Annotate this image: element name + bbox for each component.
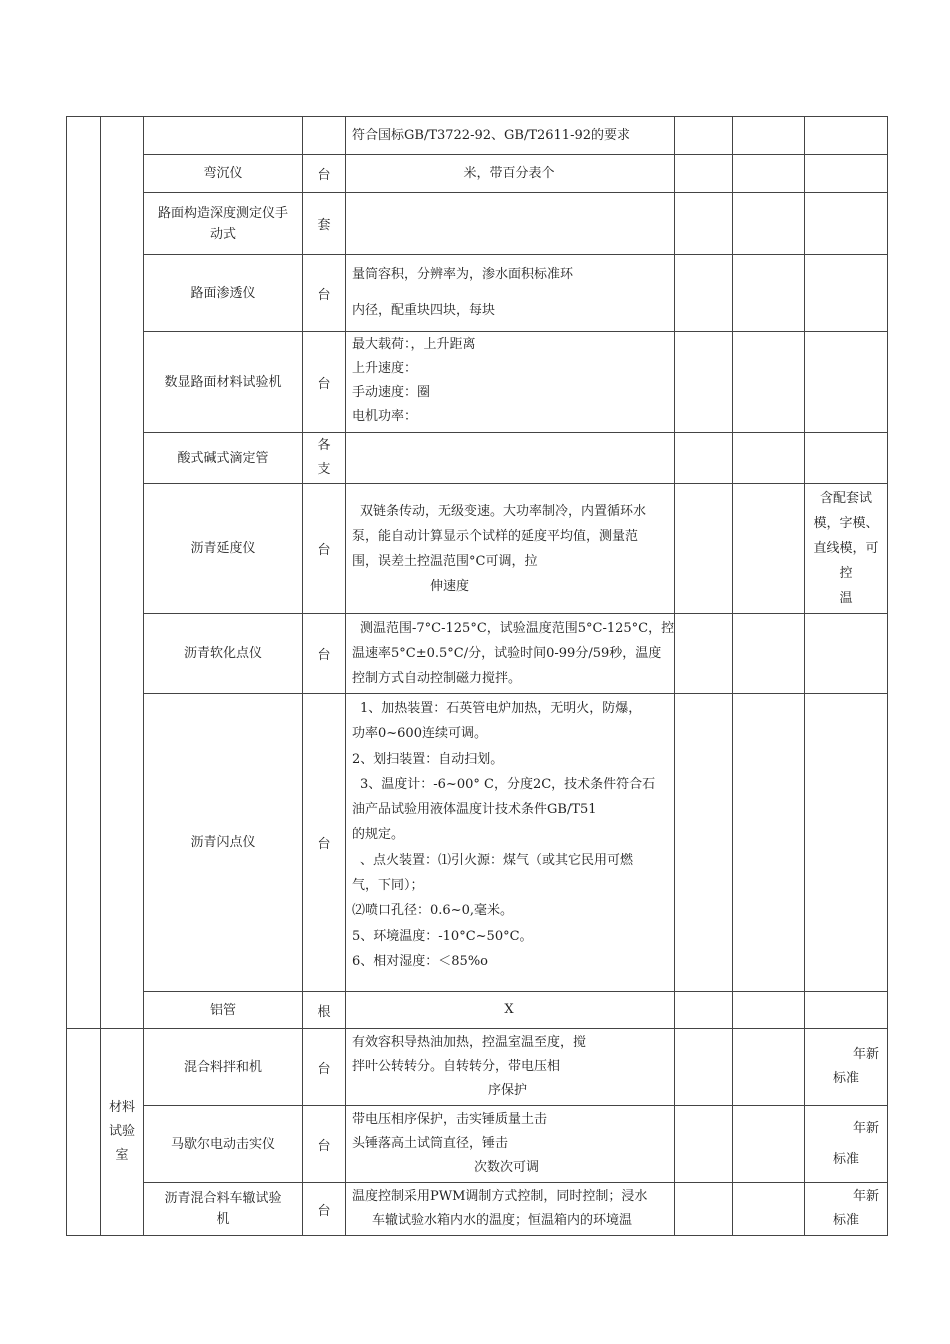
spec-cell: [346, 694, 675, 992]
quantity-cell: [675, 694, 733, 992]
spec-cell: [346, 1106, 675, 1183]
table-row: [67, 433, 888, 484]
unit-cell: [303, 117, 346, 155]
spec-line: 功率0~600连续可调。: [352, 726, 487, 742]
spec-line: 内径，配重块四块，每块: [352, 303, 496, 318]
quantity-cell: [675, 992, 733, 1029]
quantity-cell: [675, 433, 733, 484]
lab-label-line: 试验: [108, 1124, 135, 1139]
equipment-name: 弯沉仪: [144, 155, 303, 193]
spec-cell: [346, 193, 675, 255]
remark-cell: [805, 694, 888, 992]
unit-line: 支: [317, 462, 331, 477]
price-cell: [733, 155, 805, 193]
unit-cell: 台: [303, 1106, 346, 1183]
spec-line: 拌叶公转转分。自转转分，带电压相: [352, 1059, 561, 1074]
remark-cell: [805, 1183, 888, 1236]
remark-cell: [805, 1106, 888, 1183]
remark-line: 年新: [853, 1121, 880, 1136]
spec-cell: [346, 992, 675, 1029]
price-cell: [733, 255, 805, 332]
spec-line: 2、划扫装置：自动扫划。: [352, 751, 504, 767]
unit-cell: 台: [303, 332, 346, 433]
spec-line: 带电压相序保护，击实锤质量土击: [352, 1112, 548, 1127]
price-cell: [733, 193, 805, 255]
unit-cell: 台: [303, 694, 346, 992]
remark-cell: [805, 193, 888, 255]
spec-line: ⑵喷口孔径：0.6~0,毫米。: [352, 903, 513, 919]
quantity-cell: [675, 332, 733, 433]
remark-cell: [805, 614, 888, 694]
remark-cell: [805, 117, 888, 155]
equipment-name: 路面渗透仪: [144, 255, 303, 332]
lab-label-line: 材料: [108, 1100, 135, 1115]
price-cell: [733, 1106, 805, 1183]
price-cell: [733, 1029, 805, 1106]
table-row: [67, 484, 888, 614]
price-cell: [733, 117, 805, 155]
spec-line: 1、加热装置：石英管电炉加热，无明火，防爆，: [360, 701, 642, 716]
spec-line: 泵，能自动计算显示个试样的延度平均值，测量范: [352, 528, 639, 544]
remark-cell: [805, 255, 888, 332]
quantity-cell: [675, 484, 733, 614]
remark-cell: [805, 332, 888, 433]
spec-line: X: [504, 1002, 514, 1017]
remark-line: 含配套试: [819, 491, 872, 506]
unit-cell: 台: [303, 484, 346, 614]
spec-cell: [346, 614, 675, 694]
remark-line: 温: [839, 591, 853, 606]
quantity-cell: [675, 1029, 733, 1106]
table-row: [67, 1029, 888, 1106]
table-row: [67, 1183, 888, 1236]
spec-cell: [346, 1183, 675, 1236]
remark-line: 模，字模、: [813, 516, 879, 531]
spec-line: 上升速度：: [352, 361, 418, 376]
unit-cell: 台: [303, 614, 346, 694]
spec-line: 次数次可调: [474, 1160, 540, 1175]
table-row: [67, 332, 888, 433]
unit-cell: 台: [303, 1183, 346, 1236]
spec-line: 有效容积导热油加热，控温室温至度，搅: [352, 1035, 587, 1050]
price-cell: [733, 433, 805, 484]
remark-cell: [805, 1029, 888, 1106]
equipment-name: 酸式碱式滴定管: [144, 433, 303, 484]
remark-line: 直线模，可: [813, 541, 879, 556]
table-row: [67, 155, 888, 193]
spec-line: 油产品试验用液体温度计技术条件GB/T51: [352, 802, 597, 818]
remark-cell: [805, 992, 888, 1029]
remark-line: 年新: [853, 1047, 880, 1062]
spec-line: 手动速度：圈: [352, 385, 431, 400]
table-row: [67, 992, 888, 1029]
table-row: [67, 694, 888, 992]
name-line: 沥青混合料车辙试验: [164, 1191, 282, 1206]
spec-line: 的规定。: [352, 827, 405, 843]
section-cell: [67, 117, 101, 1029]
remark-line: 控: [839, 566, 853, 581]
spec-line: 车辙试验水箱内水的温度；恒温箱内的环境温: [372, 1213, 633, 1228]
remark-line: 标准: [833, 1071, 860, 1086]
equipment-name: 混合料拌和机: [144, 1029, 303, 1106]
unit-cell: 套: [303, 193, 346, 255]
quantity-cell: [675, 255, 733, 332]
remark-cell: [805, 484, 888, 614]
equipment-name: 沥青闪点仪: [144, 694, 303, 992]
unit-cell: 台: [303, 1029, 346, 1106]
table-row: [67, 614, 888, 694]
table-row: [67, 193, 888, 255]
quantity-cell: [675, 155, 733, 193]
lab-label-line: 室: [115, 1148, 129, 1163]
equipment-name: [144, 193, 303, 255]
price-cell: [733, 332, 805, 433]
name-line: 机: [216, 1212, 230, 1227]
quantity-cell: [675, 193, 733, 255]
quantity-cell: [675, 1106, 733, 1183]
remark-line: 标准: [833, 1152, 860, 1167]
name-line: 路面构造深度测定仪手: [157, 205, 288, 221]
spec-line: 温速率5°C±0.5°C/分，试验时间0-99分/59秒，温度: [352, 646, 662, 661]
spec-line: 头锤落高土试筒直径，锤击: [352, 1136, 509, 1151]
price-cell: [733, 614, 805, 694]
quantity-cell: [675, 1183, 733, 1236]
spec-line: 伸速度: [430, 578, 470, 594]
lab-label: [101, 1029, 144, 1236]
section-cell: [67, 1029, 101, 1236]
equipment-name: 沥青软化点仪: [144, 614, 303, 694]
table-row: [67, 1106, 888, 1183]
equipment-name: 沥青延度仪: [144, 484, 303, 614]
spec-cell: [346, 255, 675, 332]
spec-line: 量筒容积，分辨率为，渗水面积标准环: [352, 267, 574, 282]
spec-line: 测温范围-7°C-125°C，试验温度范围5°C-125°C，控: [360, 621, 675, 636]
spec-cell: [346, 332, 675, 433]
equipment-name: [144, 1183, 303, 1236]
price-cell: [733, 1183, 805, 1236]
spec-line: 3、温度计：-6~00° C，分度2C，技术条件符合石: [360, 776, 656, 792]
equipment-name: 铝管: [144, 992, 303, 1029]
price-cell: [733, 694, 805, 992]
spec-cell: [346, 433, 675, 484]
table-row: [67, 255, 888, 332]
unit-cell: 根: [303, 992, 346, 1029]
spec-line: 温度控制采用PWM调制方式控制，同时控制；浸水: [352, 1189, 648, 1204]
spec-cell: [346, 1029, 675, 1106]
spec-line: 符合国标GB/T3722-92、GB/T2611-92的要求: [352, 127, 631, 143]
remark-line: 年新: [853, 1189, 880, 1204]
spec-line: 米，带百分表个: [463, 165, 555, 181]
equipment-name: 马歇尔电动击实仪: [144, 1106, 303, 1183]
remark-cell: [805, 155, 888, 193]
spec-cell: [346, 484, 675, 614]
spec-line: 序保护: [488, 1083, 528, 1098]
name-line: 动式: [209, 226, 236, 242]
spec-line: 控制方式自动控制磁力搅拌。: [352, 671, 522, 686]
unit-cell: [303, 433, 346, 484]
equipment-name: [144, 117, 303, 155]
spec-cell: [346, 155, 675, 193]
lab-cell: [101, 117, 144, 1029]
spec-line: 、点火装置：⑴引火源：煤气（或其它民用可燃: [360, 852, 634, 868]
spec-line: 最大载荷：，上升距离: [352, 337, 476, 352]
equipment-table: [66, 116, 888, 1236]
unit-cell: 台: [303, 155, 346, 193]
unit-cell: 台: [303, 255, 346, 332]
price-cell: [733, 992, 805, 1029]
spec-cell: [346, 117, 675, 155]
spec-line: 气，下同）；: [352, 878, 424, 894]
table-row: [67, 117, 888, 155]
unit-line: 各: [317, 438, 331, 453]
remark-cell: [805, 433, 888, 484]
quantity-cell: [675, 117, 733, 155]
remark-line: 标准: [833, 1213, 860, 1228]
spec-line: 双链条传动，无级变速。大功率制冷，内置循环水: [360, 503, 647, 519]
spec-line: 5、环境温度：-10°C~50°C。: [352, 928, 533, 944]
equipment-name: 数显路面材料试验机: [144, 332, 303, 433]
quantity-cell: [675, 614, 733, 694]
spec-line: 6、相对湿度：＜85%o: [352, 953, 488, 969]
spec-line: 围，误差土控温范围°C可调，拉: [352, 553, 538, 569]
spec-line: 电机功率：: [352, 409, 418, 424]
price-cell: [733, 484, 805, 614]
